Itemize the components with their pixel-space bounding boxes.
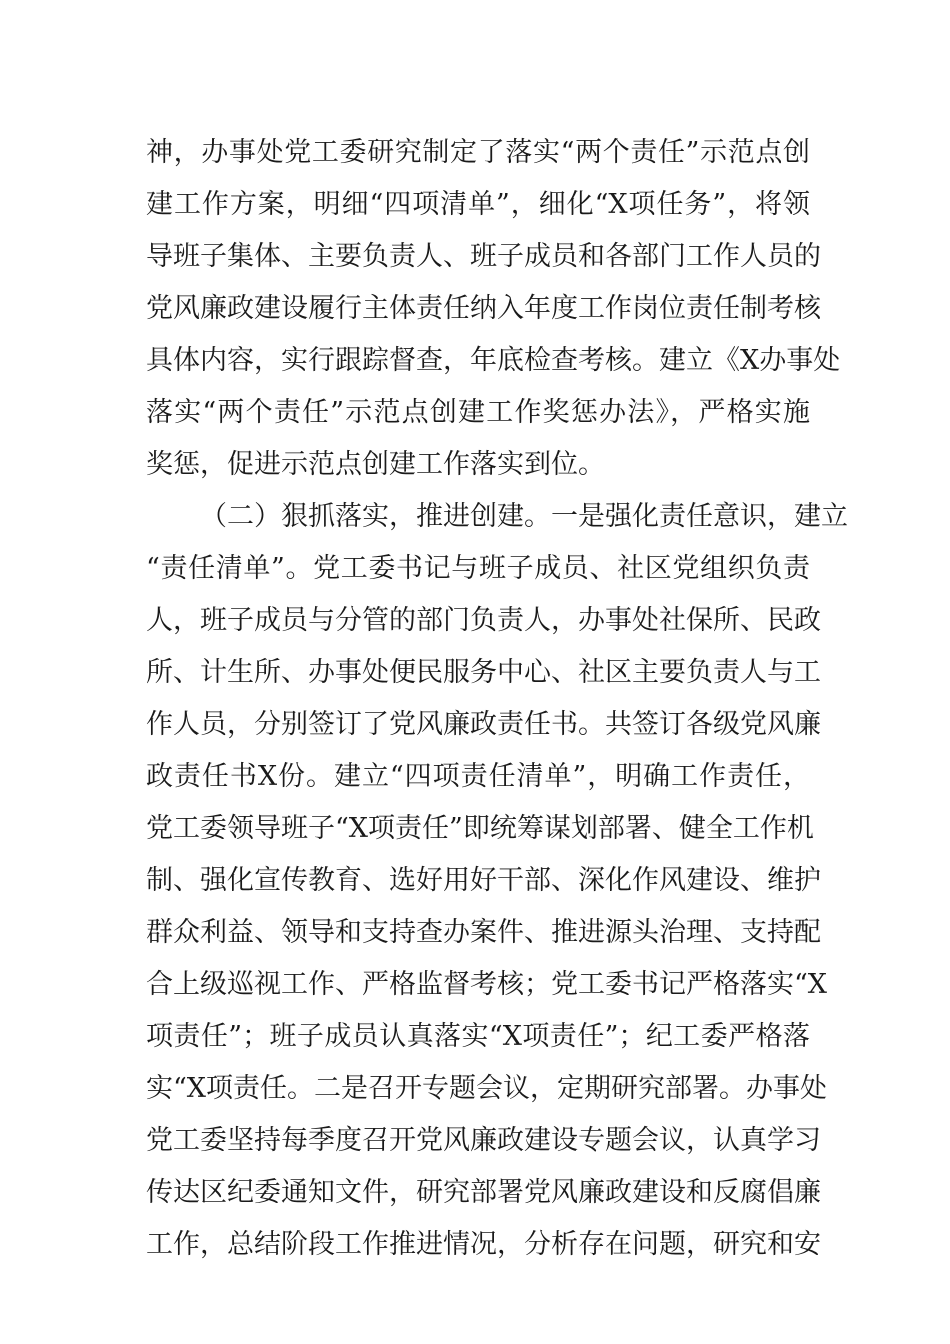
text-line: 制、强化宣传教育、选好用好干部、深化作风建设、维护 — [146, 865, 821, 896]
text-line: 所、计生所、办事处便民服务中心、社区主要负责人与工 — [146, 657, 821, 688]
text-line: 群众利益、领导和支持查办案件、推进源头治理、支持配 — [146, 917, 821, 948]
text-line: 作人员，分别签订了党风廉政责任书。共签订各级党风廉 — [146, 709, 821, 740]
text-line: 实“X项责任。二是召开专题会议，定期研究部署。办事处 — [146, 1073, 828, 1104]
text-line: 党风廉政建设履行主体责任纳入年度工作岗位责任制考核 — [146, 293, 821, 324]
text-line: 建工作方案，明细“四项清单”，细化“X项任务”，将领 — [146, 189, 810, 220]
text-line: 党工委领导班子“X项责任”即统筹谋划部署、健全工作机 — [146, 813, 814, 844]
text-line: 具体内容，实行跟踪督查，年底检查考核。建立《X办事处 — [146, 345, 841, 376]
text-line: 导班子集体、主要负责人、班子成员和各部门工作人员的 — [146, 241, 821, 272]
text-line: 政责任书X份。建立“四项责任清单”，明确工作责任， — [146, 761, 810, 792]
text-line: 党工委坚持每季度召开党风廉政建设专题会议，认真学习 — [146, 1125, 821, 1156]
text-line: 传达区纪委通知文件，研究部署党风廉政建设和反腐倡廉 — [146, 1177, 821, 1208]
paragraph-first-line: （二）狠抓落实，推进创建。一是强化责任意识，建立 — [200, 501, 848, 532]
paragraph-end-line: 奖惩，促进示范点创建工作落实到位。 — [146, 449, 605, 480]
text-line: 工作，总结阶段工作推进情况，分析存在问题，研究和安 — [146, 1229, 821, 1260]
text-line: 落实“两个责任”示范点创建工作奖惩办法》，严格实施 — [146, 397, 810, 428]
text-line: 合上级巡视工作、严格监督考核；党工委书记严格落实“X — [146, 969, 828, 1000]
text-line: 项责任”；班子成员认真落实“X项责任”；纪工委严格落 — [146, 1021, 810, 1052]
text-line: 神，办事处党工委研究制定了落实“两个责任”示范点创 — [146, 137, 810, 168]
text-line: “责任清单”。党工委书记与班子成员、社区党组织负责 — [146, 553, 810, 584]
text-line: 人，班子成员与分管的部门负责人，办事处社保所、民政 — [146, 605, 821, 636]
